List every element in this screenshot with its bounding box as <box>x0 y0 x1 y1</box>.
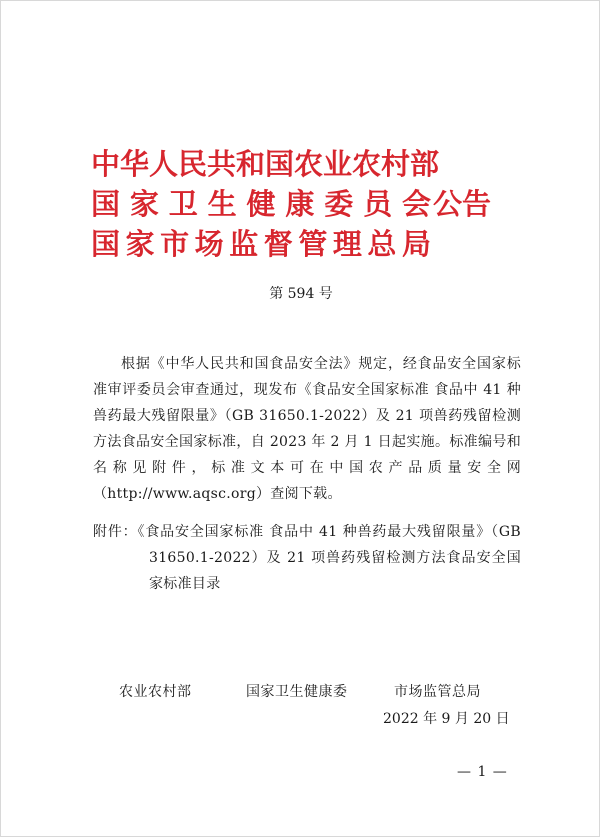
announcement-label: 公告 <box>433 187 492 221</box>
dept-line-health <box>91 184 531 224</box>
dept-name-agriculture: 中华人民共和国农业农村部 <box>91 147 440 181</box>
attachment-note: 附件：《食品安全国家标准 食品中 41 种兽药最大残留限量》（GB 31650.1-2022）及 21 项兽药残留检测方法食品安全国家标准目录 <box>93 524 521 592</box>
document-number: 第 594 号 <box>269 286 333 302</box>
page-number: — 1 — <box>457 764 508 780</box>
dept-line-market <box>91 224 531 264</box>
dept-name-health: 国家卫生健康委员会 <box>91 187 431 221</box>
dept-name-market: 国家市场监督管理总局 <box>91 227 431 261</box>
dept-line-agriculture <box>91 144 531 184</box>
issue-date: 2022 年 9 月 20 日 <box>383 711 510 727</box>
body-paragraph: 根据《中华人民共和国食品安全法》规定，经食品安全国家标准审评委员会审查通过，现发布《食品安全国家标准 食品中 41 种兽药最大残留限量》（GB 31650.1-2022）及 21 项兽药残留检测方法食品安全国家标准，自 2023 年 2 月 1 日起实施。标准编号和名称见附件，标准文本可在中国农产品质量安全网（http://www.aqsc.org）查阅下载。 <box>93 356 521 502</box>
signature-agriculture: 农业农村部 <box>119 684 192 700</box>
signature-market: 市场监管总局 <box>394 684 481 700</box>
issuing-departments-header <box>91 144 531 264</box>
signature-line <box>1 681 600 703</box>
signature-health: 国家卫生健康委 <box>246 684 348 700</box>
